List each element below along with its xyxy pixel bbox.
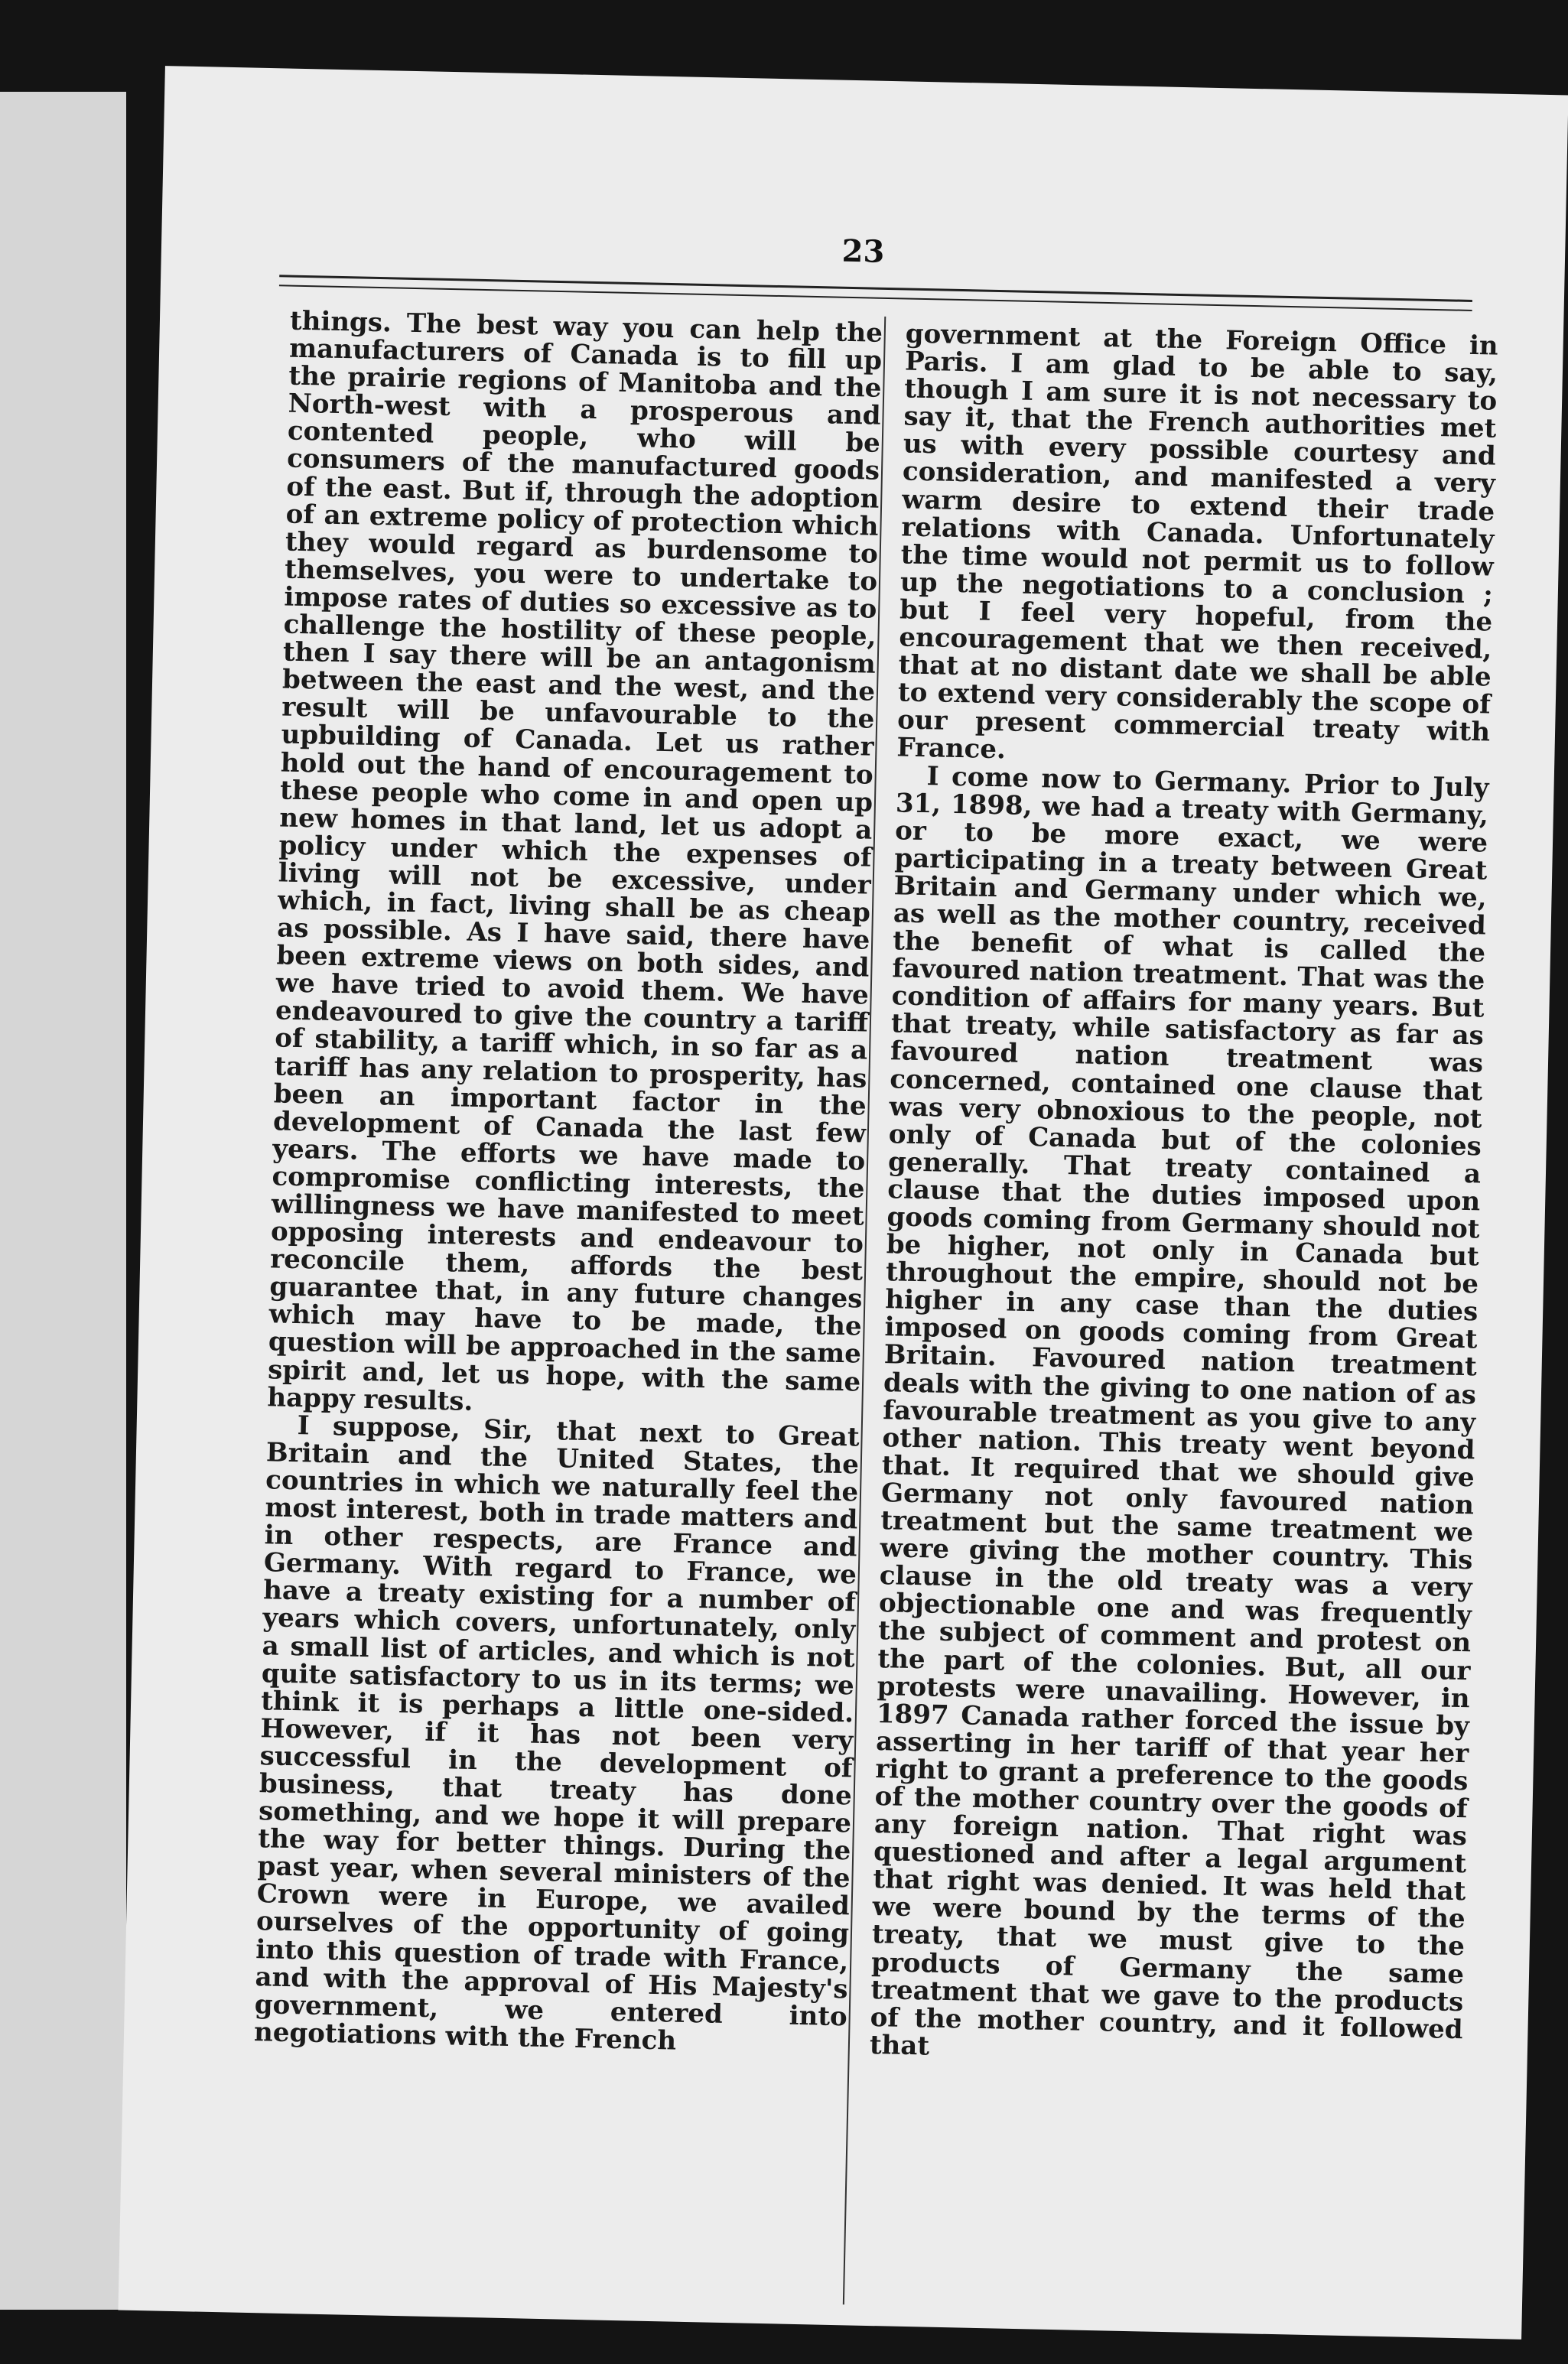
page-number: 23	[841, 232, 885, 270]
paragraph: government at the Foreign Office in Paris. I am glad to be able to say, though I am sure it is not necessary to say it, that the French authorities met us with every possible courtesy and consideration, and manifested a very warm desire to extend their trade relations with Canada. Unfortunately the time would not permit us to follow up the negotiations to a conclusion ; but I feel very hopeful, from the encouragement that we then received, that at no distant date we shall be able to extend very considerably the scope of our present commercial treaty with France.	[896, 318, 1499, 766]
left-column	[254, 307, 883, 2059]
document-page	[118, 66, 1568, 2340]
right-column	[870, 320, 1498, 2071]
paragraph: I come now to Germany. Prior to July 31, 1898, we had a treaty with Germany, or to be more exact, we were participating in a treaty between Great Britain and Germany under which we, as well as the mother country, received the benefit of what is called the favoured nation treatment. That was the condition of affairs for many years. But that treaty, while satisfactory as far as favoured nation treatment was concerned, contained one clause that was very obnoxious to the people, not only of Canada but of the colonies generally. That treaty contained a clause that the duties imposed upon goods coming from Germany should not be higher, not only in Canada but throughout the empire, should not be higher in any case than the duties imposed on goods coming from Great Britain. Favoured nation treatment deals with the giving to one nation of as favourable treatment as you give to any other nation. This treaty went beyond that. It required that we should give Germany not only favoured nation treatment but the same treatment we were giving the mother country. This clause in the old treaty was a very objectionable one and was frequently the subject of comment and protest on the part of the colonies. But, all our protests were unavailing. However, in 1897 Canada rather forced the issue by asserting in her tariff of that year her right to grant a preference to the goods of the mother country over the goods of any foreign nation. That right was questioned and after a legal argument that right was denied. It was held that we were bound by the terms of the treaty, that we must give to the products of Germany the same treatment that we gave to the products of the mother country, and it followed that	[869, 760, 1489, 2062]
paragraph: things. The best way you can help the manufacturers of Canada is to fill up the prairie regions of Manitoba and the North-west with a prosperous and contented people, who will be consumers of the manufactured goods of the east. But if, through the adoption of an extreme policy of protection which they would regard as burdensome to themselves, you were to undertake to impose rates of duties so excessive as to challenge the hostility of these people, then I say there will be an antagonism between the east and the west, and the result will be unfavourable to the upbuilding of Canada. Let us rather hold out the hand of encouragement to these people who come in and open up new homes in that land, let us adopt a policy under which the expenses of living will not be excessive, under which, in fact, living shall be as cheap as possible. As I have said, there have been extreme views on both sides, and we have tried to avoid them. We have endeavoured to give the country a tariff of stability, a tariff which, in so far as a tariff has any relation to prosperity, has been an important factor in the development of Canada the last few years. The efforts we have made to compromise conflicting interests, the willingness we have manifested to meet opposing interests and endeavour to reconcile them, affords the best guarantee that, in any future changes which may have to be made, the question will be approached in the same spirit and, let us hope, with the same happy results.	[267, 305, 883, 1417]
paragraph: I suppose, Sir, that next to Great Britain and the United States, the countries in which we naturally feel the most interest, both in trade matters and in other respects, are France and Germany. With regard to France, we have a treaty existing for a number of years which covers, unfortunately, only a small list of articles, and which is not quite satisfactory to us in its terms; we think it is perhaps a little one-sided. However, if it has not been very successful in the development of business, that treaty has done something, and we hope it will prepare the way for better things. During the past year, when several ministers of the Crown were in Europe, we availed ourselves of the opportunity of going into this question of trade with France, and with the approval of His Majesty's government, we entered into negotiations with the French	[253, 1410, 860, 2057]
adjacent-page-edge	[0, 92, 126, 2310]
